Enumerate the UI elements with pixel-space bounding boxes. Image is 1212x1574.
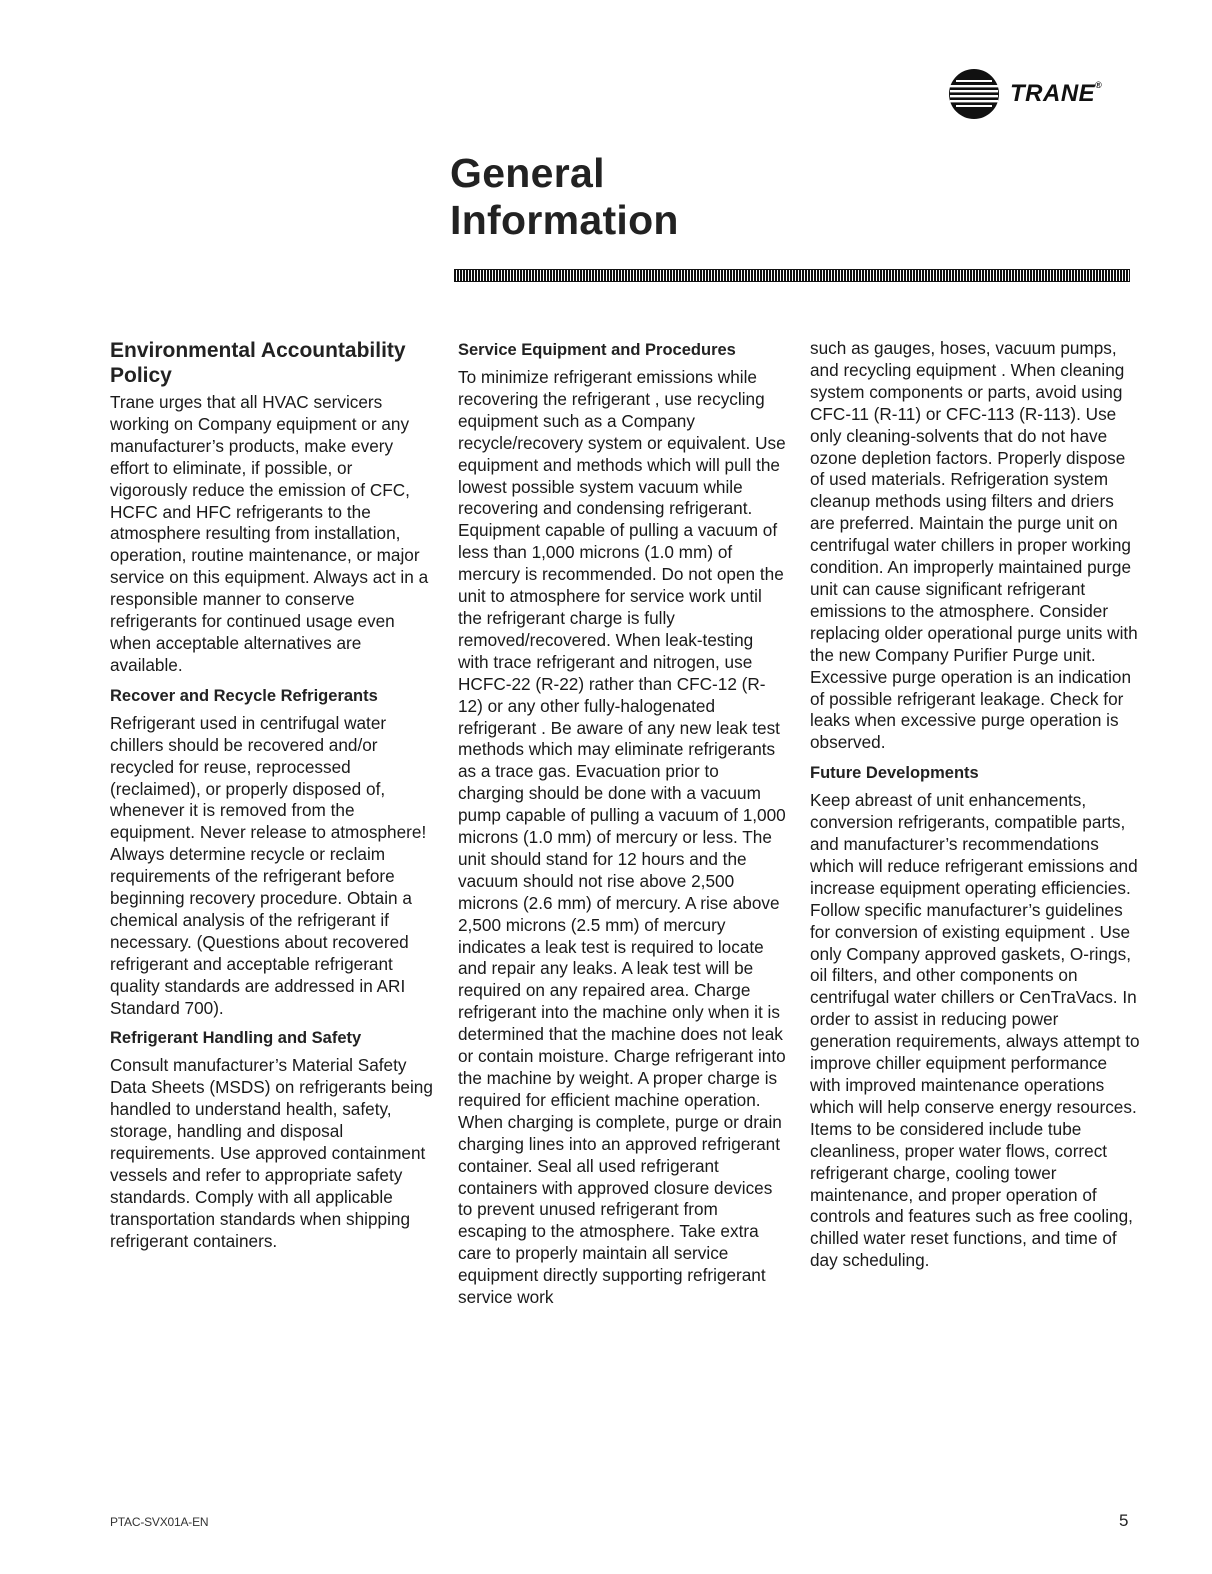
paragraph-recover-recycle: Refrigerant used in centrifugal water chillers should be recovered and/or recycled for reuse, reprocessed (reclaimed), or properly disposed of, whenever it is removed from the equipment. Never release to atmosphere! Always determine recycle or reclaim requirements of the refrigerant before beginning recovery procedure. Obtain a chemical analysis of the refrigerant if necessary. (Questions about recovered refrigerant and acceptable refrigerant quality standards are addressed in ARI Standard 700). (110, 712, 427, 1018)
title-rule (454, 269, 1130, 282)
paragraph-service-equipment: To minimize refrigerant emissions while recovering the refrigerant , use recycling equipment such as a Company recycle/recovery system or equivalent. Use equipment and methods which will pull the lowest possible system vacuum while recovering and condensing refrigerant. Equipment capable of pulling a vacuum of less than 1,000 microns (1.0 mm) of mercury is recommended. Do not open the unit to atmosphere for service work until the refrigerant charge is fully removed/recovered. When leak-testing with trace refrigerant and nitrogen, use HCFC-22 (R-22) rather than CFC-12 (R-12) or any other fully-halogenated refrigerant . Be aware of any new leak test methods which may eliminate refrigerants as a trace gas. Evacuation prior to charging should be done with a vacuum pump capable of pulling a vacuum of 1,000 microns (1.0 mm) of mercury or less. The unit should stand for 12 hours and the vacuum should not rise above 2,500 microns (2.6 mm) of mercury. A rise above 2,500 microns (2.5 mm) of mercury indicates a leak test is required to locate and repair any leaks. A leak test will be required on any repaired area. Charge refrigerant into the machine only when it is determined that the machine does not leak or contain moisture. Charge refrigerant into the machine by weight. A proper charge is required for efficient machine operation. When charging is complete, purge or drain charging lines into an approved refrigerant container. Seal all used refrigerant containers with approved closure devices to prevent unused refrigerant from escaping to the atmosphere. Take extra care to properly maintain all service equipment directly supporting refrigerant service work (458, 367, 786, 1308)
heading-future-developments: Future Developments (810, 764, 979, 783)
paragraph-environmental-policy: Trane urges that all HVAC servicers working on Company equipment or any manufacturer’s products, make every effort to eliminate, if possible, or vigorously reduce the emission of CFC, HCFC and HFC refrigerants to the atmosphere resulting from installation, operation, routine maintenance, or major service on this equipment. Always act in a responsible manner to conserve refrigerants for continued usage even when acceptable alternatives are available. (110, 392, 429, 675)
document-code: PTAC-SVX01A-EN (110, 1515, 209, 1529)
heading-handling-safety: Refrigerant Handling and Safety (110, 1029, 362, 1048)
column-2 (458, 338, 788, 1309)
title-line-1: General (450, 150, 605, 196)
heading-service-equipment: Service Equipment and Procedures (458, 341, 736, 359)
column-3 (810, 338, 1140, 1272)
heading-environmental-policy: Environmental Accountability Policy (110, 339, 406, 387)
brand-name: TRANE® (1010, 80, 1103, 107)
paragraph-service-equipment-continued: such as gauges, hoses, vacuum pumps, and recycling equipment . When cleaning system components or parts, avoid using CFC-11 (R-11) or CFC-113 (R-113). Use only cleaning-solvents that do not have ozone depletion factors. Properly dispose of used materials. Refrigeration system cleanup methods using filters and driers are preferred. Maintain the purge unit on centrifugal water chillers in proper working condition. An improperly maintained purge unit can cause significant refrigerant emissions to the atmosphere. Consider replacing older operational purge units with the new Company Purifier Purge unit. Excessive purge operation is an indication of possible refrigerant leakage. Check for leaks when excessive purge operation is observed. (810, 338, 1138, 753)
page-number: 5 (1119, 1511, 1129, 1530)
paragraph-handling-safety: Consult manufacturer’s Material Safety Data Sheets (MSDS) on refrigerants being handled to understand health, safety, storage, handling and disposal requirements. Use approved containment vessels and refer to appropriate safety standards. Comply with all applicable transportation standards when shipping refrigerant containers. (110, 1055, 433, 1251)
title-line-2: Information (450, 197, 679, 243)
paragraph-future-developments: Keep abreast of unit enhancements, conversion refrigerants, compatible parts, and manufacturer’s recommendations which will reduce refrigerant emissions and increase equipment operating efficiencies. Follow specific manufacturer’s guidelines for conversion of existing equipment . Use only Company approved gaskets, O-rings, oil filters, and other components on centrifugal water chillers or CenTraVacs. In order to assist in reducing power generation requirements, always attempt to improve chiller equipment performance with improved maintenance operations which will help conserve energy resources. Items to be considered include tube cleanliness, proper water flows, correct refrigerant charge, cooling tower maintenance, and proper operation of controls and features such as free cooling, chilled water reset functions, and time of day scheduling. (810, 790, 1140, 1271)
trane-globe-icon (948, 68, 1000, 120)
page-title (450, 150, 679, 244)
heading-recover-recycle: Recover and Recycle Refrigerants (110, 686, 378, 705)
column-1 (110, 338, 434, 1253)
trane-logo (948, 66, 1118, 122)
